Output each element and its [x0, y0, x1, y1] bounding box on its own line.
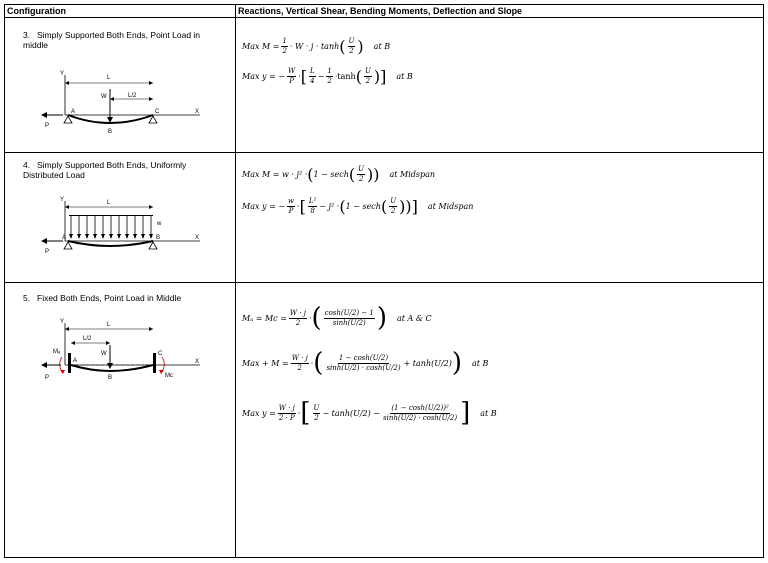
force-p-label: P — [45, 249, 50, 255]
formula-table — [4, 4, 764, 558]
load-label: w — [157, 221, 162, 227]
point-b-label: B — [108, 129, 113, 135]
column-divider — [235, 5, 236, 557]
point-b-label: B — [156, 235, 161, 241]
axis-x-label: X — [195, 235, 200, 241]
length-label: L — [107, 322, 111, 328]
axis-x-label: X — [195, 359, 200, 365]
half-length-label: L/2 — [83, 336, 92, 342]
config-4-title: 4. Simply Supported Both Ends, Uniformly Distributed Load — [23, 160, 187, 180]
config-3-max-moment: Max M = $\frac{1}{2}$ · W · j · tanh ( $\frac{U}{2}$ ) at B — [242, 36, 391, 56]
config-5-max-moment: Max + M = $\frac{W \cdot j}{2}$ · ( $\frac{1 - \cosh(U/2)}{\sinh(U/2) \cdot \cosh(U/2)}$ + tanh(U/2) ) at B — [242, 348, 489, 378]
length-label: L — [107, 75, 111, 81]
point-c-label: C — [158, 351, 163, 357]
header-configuration: Configuration — [7, 6, 66, 16]
diagram-simply-supported-point-load — [35, 65, 215, 155]
header-formulas: Reactions, Vertical Shear, Bending Moments, Deflection and Slope — [238, 6, 523, 16]
point-a-label: A — [73, 358, 78, 364]
diagram-fixed-ends-point-load — [35, 317, 215, 407]
point-c-label: C — [155, 109, 160, 115]
load-label: W — [101, 94, 107, 100]
config-3-max-deflection: Max y = − $\frac{W}{P}$ · [ $\frac{L}{4}$ − $\frac{1}{2}$ · tanh ( $\frac{U}{2}$ ) ] at B — [242, 66, 413, 86]
config-5-end-moments: Mₐ = Mc = $\frac{W \cdot j}{2}$ · ( $\frac{\cosh(U/2) - 1}{\sinh(U/2)}$ ) at A & C — [242, 303, 432, 333]
diagram-simply-supported-uniform-load — [35, 193, 215, 283]
config-4-max-deflection: Max y = − $\frac{w}{P}$ · [ $\frac{\text{L²}}{8}$ − j² · ( 1 − sech ( $\frac{U}{2}$ ) ) ] at Midspan — [242, 196, 474, 216]
moment-a-label: Mₐ — [53, 349, 61, 355]
point-a-label: A — [71, 109, 76, 115]
axis-y-label: Y — [60, 197, 65, 203]
config-5-max-deflection: Max y = $\frac{W \cdot j}{2 \cdot P}$ · [ $\frac{U}{2}$ − tanh(U/2) − $\frac{\text{(1 − cosh(U/2))²}}{\sinh(U/2) \cdot \cosh(U/2)}$ ] at B — [242, 398, 497, 428]
config-4-max-moment: Max M = w · j² · ( 1 − sech ( $\frac{U}{2}$ ) ) at Midspan — [242, 164, 436, 184]
axis-y-label: Y — [60, 71, 65, 77]
force-p-label: P — [45, 123, 50, 129]
config-3-title: 3. Simply Supported Both Ends, Point Load in middle — [23, 30, 201, 50]
length-label: L — [107, 200, 111, 206]
half-length-label: L/2 — [128, 93, 137, 99]
load-label: W — [101, 351, 107, 357]
config-5-title: 5. Fixed Both Ends, Point Load in Middle — [23, 293, 182, 303]
force-p-label: P — [45, 375, 50, 381]
axis-x-label: X — [195, 109, 200, 115]
axis-y-label: Y — [60, 319, 65, 325]
point-a-label: A — [62, 235, 67, 241]
moment-c-label: Mc — [165, 373, 173, 379]
point-b-label: B — [108, 375, 113, 381]
header-divider — [5, 17, 763, 18]
